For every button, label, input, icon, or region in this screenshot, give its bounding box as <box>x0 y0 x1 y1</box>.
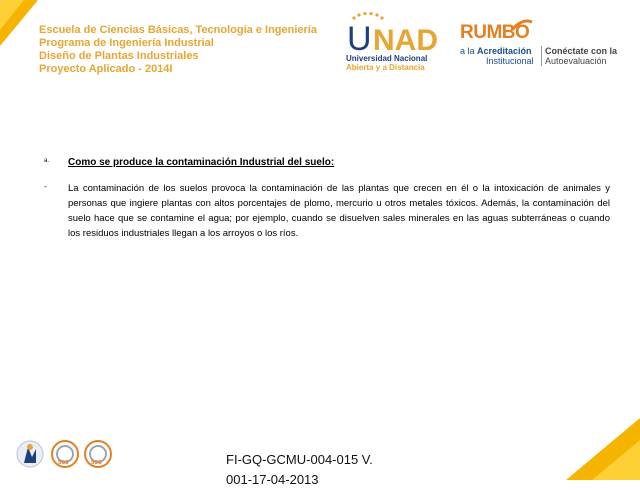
footer-certification-logos <box>16 437 116 473</box>
corner-decoration-top-left-inner <box>0 0 24 30</box>
header-line-course: Diseño de Plantas Industriales <box>39 50 199 62</box>
document-code-line2: 001-17-04-2013 <box>226 472 319 487</box>
rumbo-acreditacion-logo <box>460 22 635 72</box>
institution-header <box>39 24 317 76</box>
sgs-badge-label-1: SGS <box>58 460 69 466</box>
certification-badges-icon <box>16 437 116 473</box>
question-marker: a. <box>44 158 50 164</box>
question-row <box>44 157 610 173</box>
answer-row <box>44 181 610 241</box>
document-code <box>226 450 373 490</box>
svg-text:NAD: NAD <box>373 24 438 57</box>
unad-name-line1: Universidad Nacional <box>346 54 428 63</box>
unad-logo <box>345 12 438 74</box>
rumbo-line2: Institucional <box>486 56 534 66</box>
rumbo-right-line1: Conéctate con la <box>545 46 618 56</box>
header-line-project: Proyecto Aplicado - 2014I <box>39 63 173 75</box>
header-line-school: Escuela de Ciencias Básicas, Tecnología e Ingeniería <box>39 24 317 36</box>
unad-name-line2: Abierta y a Distancia <box>346 63 425 72</box>
question-heading: Como se produce la contaminación Industrial del suelo: <box>68 157 335 168</box>
rumbo-line1-bold: Acreditación <box>477 46 532 56</box>
rumbo-divider <box>541 46 542 66</box>
header-line-program: Programa de Ingeniería Industrial <box>39 37 214 49</box>
document-code-line1: FI-GQ-GCMU-004-015 V. <box>226 452 373 467</box>
sgs-badge-label-2: SGS <box>91 460 102 466</box>
answer-bullet: - <box>44 182 47 191</box>
svg-text:U: U <box>347 20 372 58</box>
swoosh-icon <box>510 18 534 32</box>
unad-emblem-icon <box>345 12 438 58</box>
answer-paragraph: La contaminación de los suelos provoca la contaminación de las plantas que crecen en él o la intoxicación de animales y personas que ingiere plantas con altos porcentajes de plomo, mercurio u otros metales tóxicos. Además, la contaminación del suelo hace que se contamine el agua; por ejemplo, cuando se disuelven sales minerales en las aguas subterráneas o cuando los residuos industriales llegan a los arroyos o los ríos. <box>68 183 610 239</box>
corner-decoration-bottom-right-inner <box>592 440 640 480</box>
rumbo-right-line2: Autoevaluación <box>545 56 607 66</box>
rumbo-wordmark: RUMBO <box>460 22 530 43</box>
content-section <box>44 157 610 241</box>
rumbo-line1-prefix: a la <box>460 46 478 56</box>
